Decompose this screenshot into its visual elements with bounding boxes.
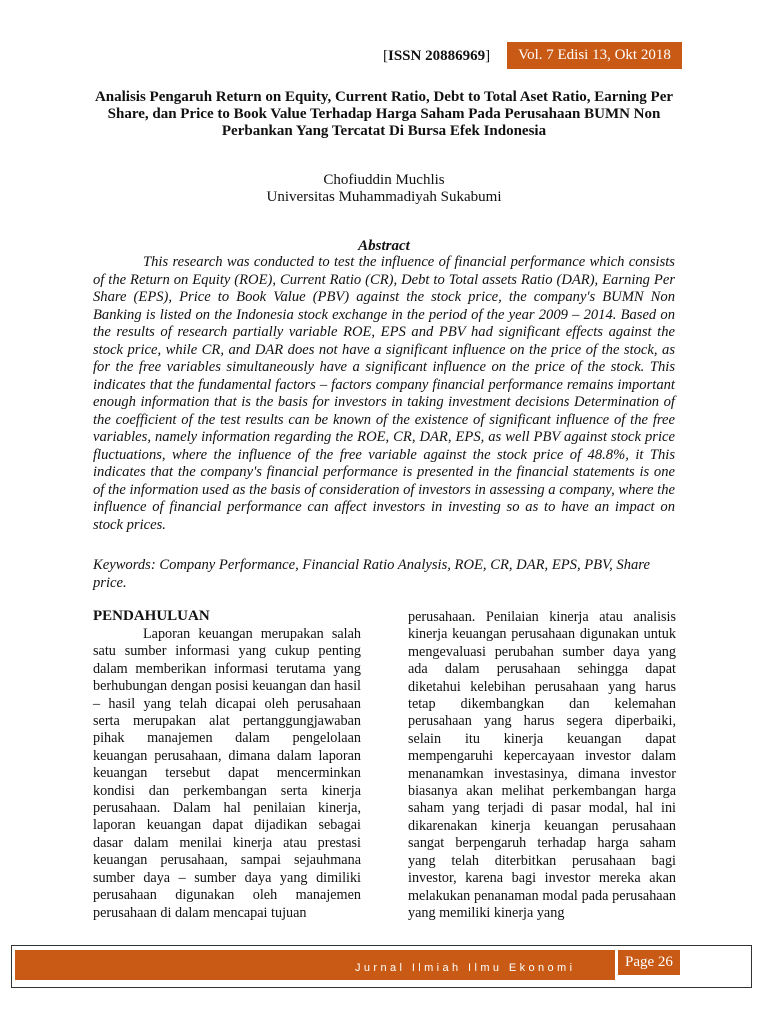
- page-number: Page 26: [618, 950, 680, 975]
- footer-page-box: [618, 950, 748, 980]
- keywords: Keywords: Company Performance, Financial Ratio Analysis, ROE, CR, DAR, EPS, PBV, Share price.: [93, 557, 650, 591]
- author-affiliation: Universitas Muhammadiyah Sukabumi: [266, 189, 502, 205]
- right-paragraph: perusahaan. Penilaian kinerja atau analisis kinerja keuangan perusahaan digunakan untuk mengevaluasi perubahan sumber daya yang ada dalam perusahaan sehingga dapat diketahui kelebihan perusahaan yang harus tetap dikembangkan dan kelemahan perusahaan yang harus segera diperbaiki, selain itu kinerja keuangan dapat mempengaruhi kepercayaan investor dalam menanamkan investasinya, dimana investor biasanya akan melihat perkembangan harga saham yang terjadi di pasar modal, hal ini dikarenakan kinerja keuangan perusahaan sangat berpengaruh terhadap harga saham yang telah diterbitkan perusahaan bagi investor, karena bagi investor mereka akan melakukan penanaman modal pada perusahaan yang memiliki kinerja yang: [408, 609, 676, 921]
- section-heading: PENDAHULUAN: [93, 608, 210, 624]
- issn-number: ISSN 20886969: [388, 48, 486, 64]
- author-name: Chofiuddin Muchlis: [323, 172, 445, 188]
- issn-label: [383, 46, 490, 66]
- issn-bracket-open: [: [383, 48, 388, 64]
- left-paragraph: Laporan keuangan merupakan salah satu sumber informasi yang cukup penting dalam memberikan informasi terutama yang berhubungan dengan posisi keuangan dan hasil – hasil yang telah dicapai oleh perusahaan serta merupakan alat pertanggungjawaban pihak manajemen dalam pengelolaan keuangan perusahaan, dimana dalam laporan keuangan tersebut dapat mencerminkan kondisi dan perkembangan serta kinerja perusahaan. Dalam hal penilaian kinerja, laporan keuangan dapat dijadikan sebagai dasar dalam menilai kinerja atau prestasi keuangan perusahaan, sampai sejauhmana sumber daya – sumber daya yang dimiliki perusahaan digunakan oleh manajemen perusahaan di dalam mencapai tujuan: [93, 626, 361, 921]
- footer-journal-name: Jurnal Ilmiah Ilmu Ekonomi: [355, 962, 576, 974]
- paper-title: Analisis Pengaruh Return on Equity, Current Ratio, Debt to Total Aset Ratio, Earning Per Share, dan Price to Book Value Terhadap Harga Saham Pada Perusahaan BUMN Non Perbankan Yang Tercatat Di Bursa Efek Indonesia: [94, 89, 674, 139]
- abstract-body: This research was conducted to test the influence of financial performance which consists of the Return on Equity (ROE), Current Ratio (CR), Debt to Total assets Ratio (DAR), Earning Per Share (EPS), Price to Book Value (PBV) against the stock price, the company's BUMN Non Banking is listed on the Indonesia stock exchange in the period of the year 2009 – 2014. Based on the results of research partially variable ROE, EPS and PBV had significant effects against the stock price, while CR, and DAR does not have a significant influence on the price of the stock, as for the free variables simultaneously have a significant influence on the price of the stock. This indicates that the fundamental factors – factors company financial performance remains important enough information that is the basis for investors in taking investment decisions Determination of the coefficient of the test results can be known of the existence of significant influence of the free variables, namely information regarding the ROE, CR, DAR, EPS, as well PBV against stock price fluctuations, where the influence of the free variable against the stock price of 48.8%, it This indicates that the company's financial performance is presented in the financial statements is one of the information used as the basis of consideration of investors in assessing a company, where the influence of financial performance can affect investors in investing so as to have an impact on stock prices.: [93, 254, 675, 533]
- issn-bracket-close: ]: [485, 48, 491, 64]
- author-block: [76, 172, 692, 206]
- abstract-heading: Abstract: [358, 238, 410, 254]
- left-column: [93, 607, 361, 922]
- right-column: [408, 609, 676, 922]
- volume-badge: Vol. 7 Edisi 13, Okt 2018: [507, 42, 682, 69]
